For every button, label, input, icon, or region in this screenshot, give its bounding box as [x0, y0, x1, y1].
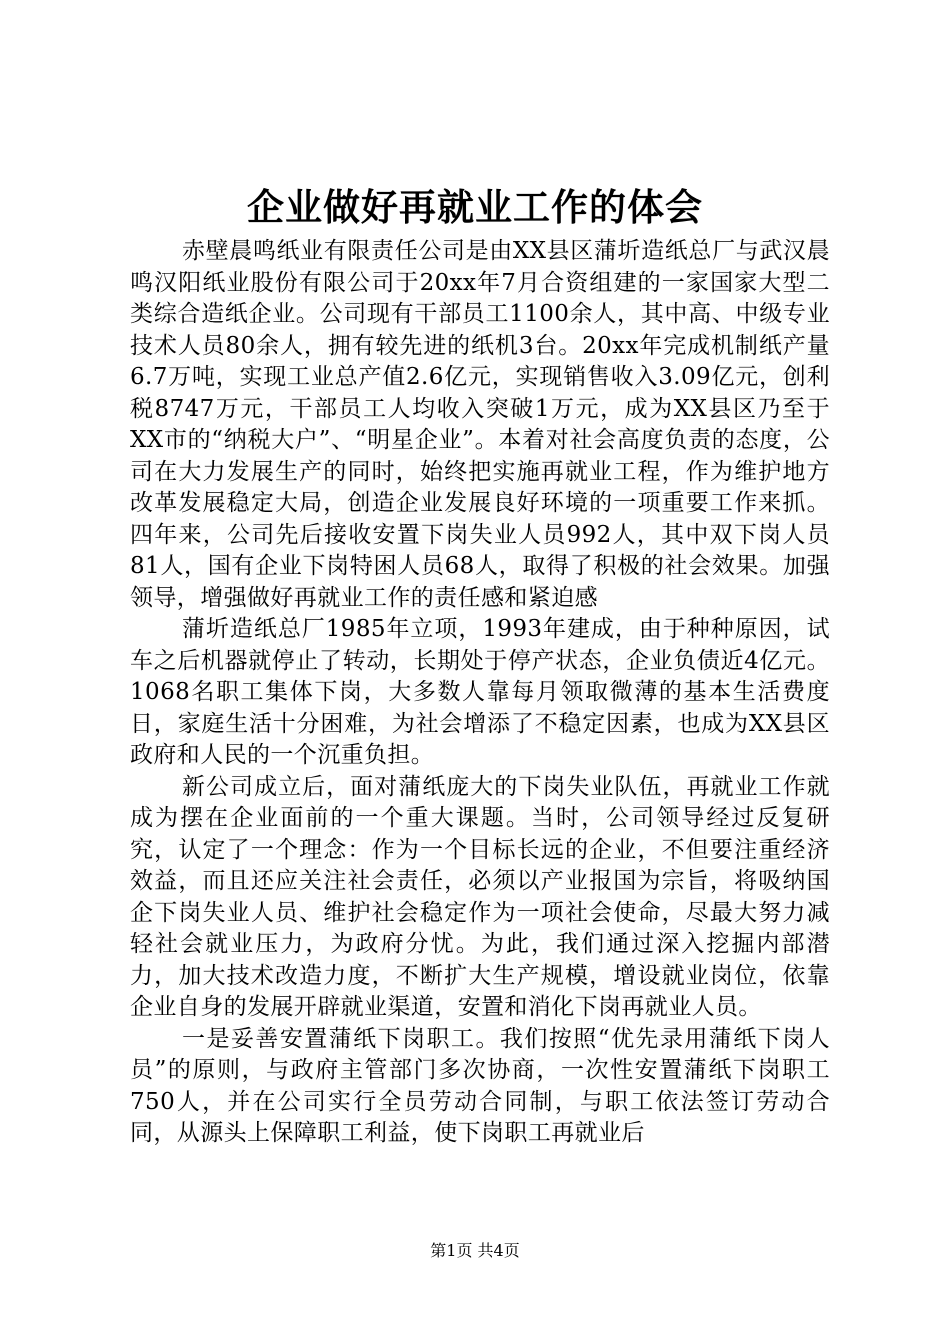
document-title: 企业做好再就业工作的体会 — [247, 185, 703, 229]
page-footer: 第1页 共4页 — [430, 1241, 520, 1260]
paragraph-background: 蒲圻造纸总厂1985年立项，1993年建成，由于种种原因，试车之后机器就停止了转动，长期处于停产状态，企业负债近4亿元。1068名职工集体下岗，大多数人靠每月领取微薄的基本生活费度日，家庭生活十分困难，为社会增添了不稳定因素，也成为XX县区政府和人民的一个沉重负担。 — [130, 616, 830, 768]
paragraph-new-company: 新公司成立后，面对蒲纸庞大的下岗失业队伍，再就业工作就成为摆在企业面前的一个重大课题。当时，公司领导经过反复研究，认定了一个理念：作为一个目标长远的企业，不但要注重经济效益，而且还应关注社会责任，必须以产业报国为宗旨，将吸纳国企下岗失业人员、维护社会稳定作为一项社会使命，尽最大努力减轻社会就业压力，为政府分忧。为此，我们通过深入挖掘内部潜力，加大技术改造力度，不断扩大生产规模，增设就业岗位，依靠企业自身的发展开辟就业渠道，安置和消化下岗再就业人员。 — [130, 773, 830, 1020]
paragraph-company-intro: 赤壁晨鸣纸业有限责任公司是由XX县区蒲圻造纸总厂与武汉晨鸣汉阳纸业股份有限公司于20xx年7月合资组建的一家国家大型二类综合造纸企业。公司现有干部员工1100余人，其中高、中级专业技术人员80余人，拥有较先进的纸机3台。20xx年完成机制纸产量6.7万吨，实现工业总产值2.6亿元，实现销售收入3.09亿元，创利税8747万元，干部员工人均收入突破1万元，成为XX县区乃至于XX市的“纳税大户”、“明星企业”。本着对社会高度负责的态度，公司在大力发展生产的同时，始终把实施再就业工程，作为维护地方改革发展稳定大局，创造企业发展良好环境的一项重要工作来抓。四年来，公司先后接收安置下岗失业人员992人，其中双下岗人员81人，国有企业下岗特困人员68人，取得了积极的社会效果。加强领导，增强做好再就业工作的责任感和紧迫感 — [130, 238, 830, 611]
paragraph-measure-one: 一是妥善安置蒲纸下岗职工。我们按照“优先录用蒲纸下岗人员”的原则，与政府主管部门多次协商，一次性安置蒲纸下岗职工750人，并在公司实行全员劳动合同制，与职工依法签订劳动合同，从源头上保障职工利益，使下岗职工再就业后 — [130, 1025, 830, 1146]
document-body — [130, 236, 830, 1150]
